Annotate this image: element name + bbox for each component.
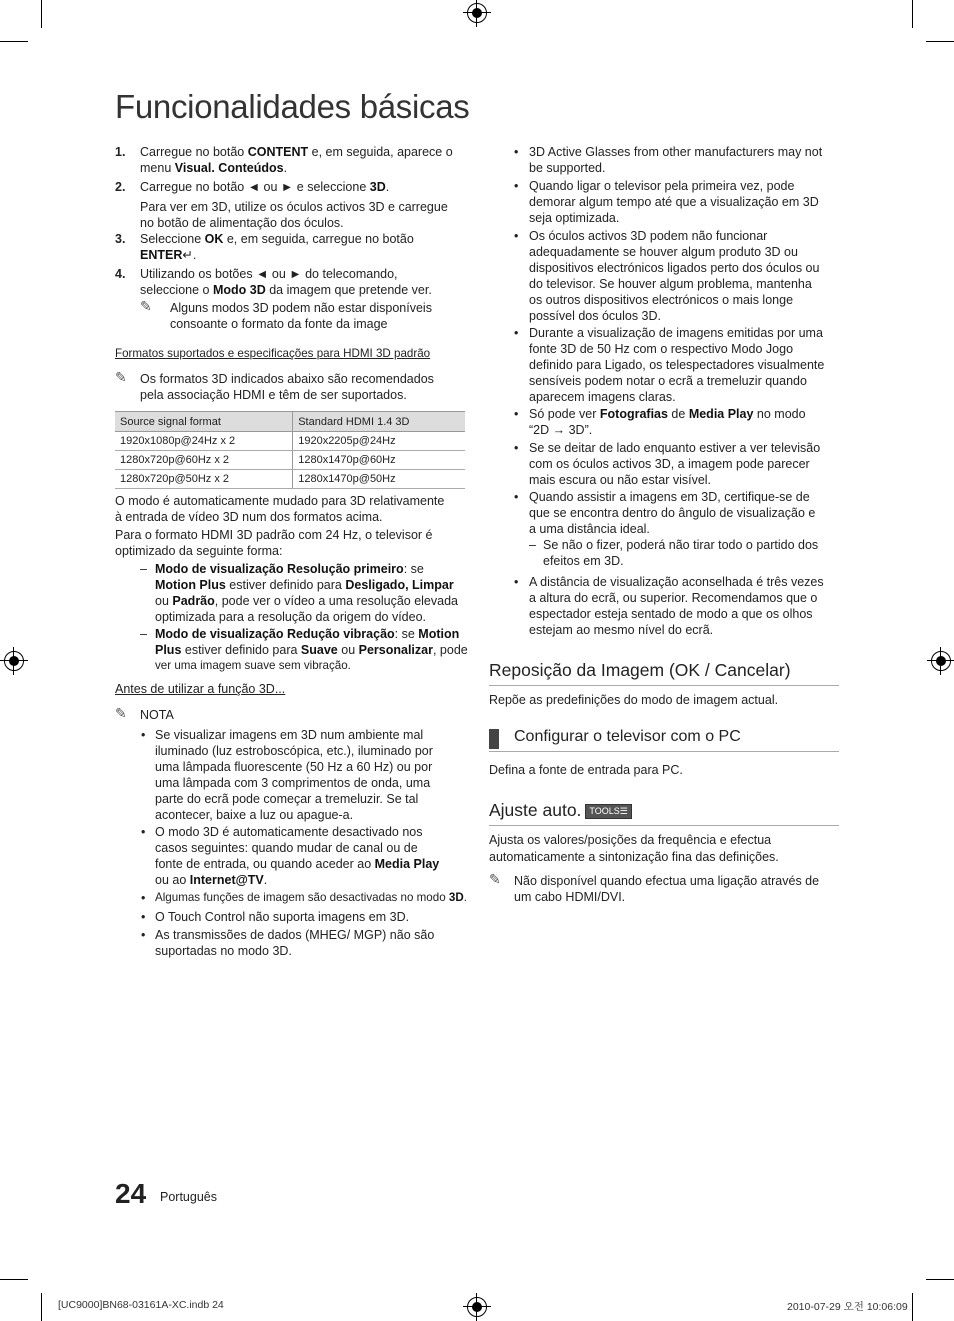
dash-text: Motion Plus estiver definido para Desligado, Limpar xyxy=(155,578,454,592)
dash-text: ver uma imagem suave sem vibração. xyxy=(155,659,351,672)
crop-mark xyxy=(41,0,42,28)
table-cell: 1920x1080p@24Hz x 2 xyxy=(115,432,293,451)
table-row xyxy=(115,451,465,470)
auto-heading-wrap xyxy=(489,800,632,821)
bullet-text: “2D → 3D”. xyxy=(529,423,593,437)
bullet-text: dispositivos electrónicos ligados perto dos óculos ou xyxy=(529,261,820,275)
bullet-text: do televisor. Se houver algum problema, mantenha xyxy=(529,277,812,291)
table-cell: 1920x2205p@24Hz xyxy=(293,432,465,451)
bullet-text: 3D Active Glasses from other manufacturers may not xyxy=(529,145,823,159)
step-text: seleccione o Modo 3D da imagem que pretende ver. xyxy=(140,283,432,297)
dash-marker: – xyxy=(529,538,536,552)
divider xyxy=(489,685,839,686)
paragraph-text: optimizado da seguinte forma: xyxy=(115,544,283,558)
bullet-text: definido para Ligado, os telespectadores visualmente xyxy=(529,358,825,372)
footer-timestamp: 2010-07-29 오전 10:06:09 xyxy=(787,1301,908,1313)
step-text: no botão de alimentação dos óculos. xyxy=(140,216,344,230)
registration-mark-icon xyxy=(4,651,24,671)
page-number: 24 xyxy=(115,1178,147,1209)
bullet-marker: • xyxy=(514,326,519,340)
language-label: Português xyxy=(160,1190,217,1204)
bullet-text: Quando ligar o televisor pela primeira vez, pode xyxy=(529,179,795,193)
bullet-marker: • xyxy=(141,825,146,839)
bullet-text: fonte de entrada, ou quando aceder ao Media Play xyxy=(155,857,440,871)
bullet-text: Se se deitar de lado enquanto estiver a ver televisão xyxy=(529,441,821,455)
table-row xyxy=(115,470,465,489)
bullet-marker: • xyxy=(141,891,146,905)
step-text: Para ver em 3D, utilize os óculos activos 3D e carregue xyxy=(140,200,448,214)
bullet-text: fonte 3D de 50 Hz com o respectivo Modo Jogo xyxy=(529,342,794,356)
bullet-text: uma lâmpada com 3 comprimentos de onda, uma xyxy=(155,776,431,790)
step-text: Carregue no botão ◄ ou ► e seleccione 3D. xyxy=(140,180,390,194)
bullet-text: mais escura ou não estar visível. xyxy=(529,473,712,487)
sub-dash-text: Se não o fizer, poderá não tirar todo o partido dos xyxy=(543,538,819,552)
dash-text: optimizada para a resolução da origem do vídeo. xyxy=(155,610,426,624)
bullet-marker: • xyxy=(514,490,519,504)
bullet-text: estejam ao mesmo nível do ecrã. xyxy=(529,623,714,637)
crop-mark xyxy=(926,41,954,42)
sub-dash-text: efeitos em 3D. xyxy=(543,554,624,568)
crop-mark xyxy=(0,41,28,42)
step-number: 1. xyxy=(115,145,126,159)
divider xyxy=(489,751,839,752)
bullet-text: uma lâmpada fluorescente (50 Hz a 60 Hz) ou por xyxy=(155,760,433,774)
bullet-text: parte do ecrã pode começar a tremeluzir. Se tal xyxy=(155,792,419,806)
section-marker xyxy=(489,729,499,749)
bullet-text: os outros dispositivos electrónicos o mais longe xyxy=(529,293,794,307)
bullet-text: possível dos óculos 3D. xyxy=(529,309,662,323)
bullet-marker: • xyxy=(514,179,519,193)
bullet-marker: • xyxy=(514,441,519,455)
footer-file: [UC9000]BN68-03161A-XC.indb 24 xyxy=(58,1299,224,1311)
step-number: 2. xyxy=(115,180,126,194)
bullet-text: be supported. xyxy=(529,161,606,175)
auto-heading: Ajuste auto. xyxy=(489,800,582,820)
divider xyxy=(489,825,839,826)
step-number: 4. xyxy=(115,267,126,281)
bullet-text: espectador esteja sentado de modo a que os olhos xyxy=(529,607,813,621)
bullet-text: casos seguintes: quando mudar de canal ou de xyxy=(155,841,418,855)
note-text: Alguns modos 3D podem não estar disponíveis xyxy=(170,301,432,315)
bullet-text: sensíveis podem notar o ecrã a tremeluzir quando xyxy=(529,374,807,388)
bullet-text: a uma distância ideal. xyxy=(529,522,650,536)
dash-text: Modo de visualização Resolução primeiro: se xyxy=(155,562,424,576)
pc-heading: Configurar o televisor com o PC xyxy=(514,728,741,745)
note-icon: ✎ xyxy=(115,369,127,385)
dash-text: Plus estiver definido para Suave ou Personalizar, pode xyxy=(155,643,468,657)
note-text: Não disponível quando efectua uma ligação através de xyxy=(514,874,820,888)
dash-text: Modo de visualização Redução vibração: se Motion xyxy=(155,627,460,641)
bullet-text: A distância de visualização aconselhada é três vezes xyxy=(529,575,824,589)
bullet-text: As transmissões de dados (MHEG/ MGP) não são xyxy=(155,928,435,942)
table-cell: 1280x1470p@50Hz xyxy=(293,470,465,489)
bullet-text: que se encontra dentro do ângulo de visualização e xyxy=(529,506,816,520)
bullet-text: O Touch Control não suporta imagens em 3D. xyxy=(155,910,410,924)
reset-heading: Reposição da Imagem (OK / Cancelar) xyxy=(489,660,791,680)
auto-text: Ajusta os valores/posições da frequência e efectua xyxy=(489,833,772,847)
paragraph-text: O modo é automaticamente mudado para 3D relativamente xyxy=(115,494,445,508)
reset-text: Repõe as predefinições do modo de imagem actual. xyxy=(489,693,779,707)
registration-mark-icon xyxy=(467,1297,487,1317)
bullet-marker: • xyxy=(514,575,519,589)
bullet-marker: • xyxy=(141,728,146,742)
bullet-text: a altura do ecrã, ou superior. Recomendamos que o xyxy=(529,591,818,605)
bullet-text: O modo 3D é automaticamente desactivado nos xyxy=(155,825,423,839)
page-title: Funcionalidades básicas xyxy=(115,88,470,125)
crop-mark xyxy=(926,1279,954,1280)
bullet-text: ou ao Internet@TV. xyxy=(155,873,268,887)
nota-label: NOTA xyxy=(140,708,174,722)
bullet-text: Os óculos activos 3D podem não funcionar xyxy=(529,229,768,243)
bullet-text: com os óculos activos 3D, a imagem pode parecer xyxy=(529,457,810,471)
step-number: 3. xyxy=(115,232,126,246)
formats-heading: Formatos suportados e especificações para HDMI 3D padrão xyxy=(115,347,431,360)
registration-mark-icon xyxy=(931,651,951,671)
note-icon: ✎ xyxy=(140,298,152,314)
dash-marker: – xyxy=(140,562,147,576)
bullet-text: adequadamente se houver algum produto 3D ou xyxy=(529,245,798,259)
bullet-text: seja optimizada. xyxy=(529,211,620,225)
table-cell: 1280x720p@50Hz x 2 xyxy=(115,470,293,489)
note-text: consoante o formato da fonte da image xyxy=(170,317,388,331)
dash-text: ou Padrão, pode ver o vídeo a uma resolução elevada xyxy=(155,594,458,608)
step-text: menu Visual. Conteúdos. xyxy=(140,161,288,175)
table-header: Source signal format xyxy=(115,412,293,432)
note-icon: ✎ xyxy=(489,871,501,887)
step-text: Utilizando os botões ◄ ou ► do telecomando, xyxy=(140,267,398,281)
step-text: Carregue no botão CONTENT e, em seguida, aparece o xyxy=(140,145,453,159)
auto-text: automaticamente a sintonização fina das definições. xyxy=(489,850,779,864)
paragraph-text: à entrada de vídeo 3D num dos formatos acima. xyxy=(115,510,383,524)
bullet-marker: • xyxy=(514,145,519,159)
bullet-text: Durante a visualização de imagens emitidas por uma xyxy=(529,326,823,340)
table-cell: 1280x720p@60Hz x 2 xyxy=(115,451,293,470)
tools-label: TOOLS xyxy=(589,806,620,816)
step-text: ENTER↵. xyxy=(140,248,197,262)
bullet-text: Só pode ver Fotografias de Media Play no modo xyxy=(529,407,806,421)
bullet-text: aparecem imagens claras. xyxy=(529,390,676,404)
bullet-marker: • xyxy=(514,229,519,243)
crop-mark xyxy=(912,1293,913,1321)
bullet-marker: • xyxy=(141,910,146,924)
bullet-text: Se visualizar imagens em 3D num ambiente mal xyxy=(155,728,424,742)
pc-text: Defina a fonte de entrada para PC. xyxy=(489,763,683,777)
registration-mark-icon xyxy=(467,3,487,23)
bullet-marker: • xyxy=(141,928,146,942)
bullet-text: iluminado (luz estroboscópica, etc.), iluminado por xyxy=(155,744,433,758)
bullet-text: acontecer, baixe a luz ou apague-a. xyxy=(155,808,354,822)
tools-badge: TOOLS☰ xyxy=(585,804,631,819)
dash-marker: – xyxy=(140,627,147,641)
bullet-text: Algumas funções de imagem são desactivadas no modo 3D. xyxy=(155,891,467,904)
note-icon: ✎ xyxy=(115,705,127,721)
note-text: Os formatos 3D indicados abaixo são recomendados xyxy=(140,372,434,386)
note-text: pela associação HDMI e têm de ser suportados. xyxy=(140,388,407,402)
crop-mark xyxy=(0,1279,28,1280)
table-cell: 1280x1470p@60Hz xyxy=(293,451,465,470)
formats-table xyxy=(115,411,465,489)
bullet-marker: • xyxy=(514,407,519,421)
bullet-text: suportadas no modo 3D. xyxy=(155,944,292,958)
table-row xyxy=(115,432,465,451)
paragraph-text: Para o formato HDMI 3D padrão com 24 Hz, o televisor é xyxy=(115,528,433,542)
note-text: um cabo HDMI/DVI. xyxy=(514,890,626,904)
table-header: Standard HDMI 1.4 3D xyxy=(293,412,465,432)
crop-mark xyxy=(41,1293,42,1321)
before-heading: Antes de utilizar a função 3D... xyxy=(115,682,286,696)
bullet-text: demorar algum tempo até que a visualização em 3D xyxy=(529,195,819,209)
crop-mark xyxy=(912,0,913,28)
step-text: Seleccione OK e, em seguida, carregue no botão xyxy=(140,232,414,246)
bullet-text: Quando assistir a imagens em 3D, certifique-se de xyxy=(529,490,810,504)
